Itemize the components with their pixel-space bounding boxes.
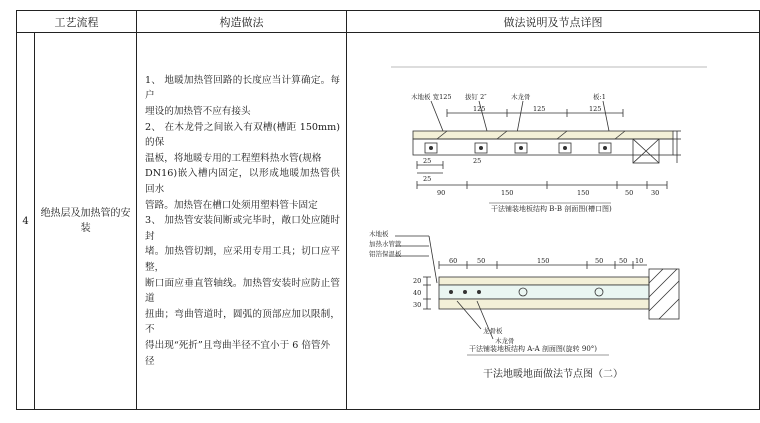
label-board: 木地板 宽125 <box>410 93 452 101</box>
header-row <box>17 11 760 33</box>
dim-top-3: 125 <box>588 105 602 113</box>
method-line: 得出现“死折”且弯曲半径不宜小于 6 倍管外 <box>145 339 331 351</box>
method-line: 断口面应垂直管轴线。加热管安装时应防止管道 <box>145 277 340 305</box>
section-bb-labels <box>411 92 659 213</box>
dim-bottom-4: 90 <box>436 189 446 197</box>
method-line: 径 <box>145 355 155 367</box>
header-detail: 做法说明及节点详图 <box>346 11 759 33</box>
method-line: 1、 地暖加热管回路的长度应当计算确定。每户 <box>145 74 340 102</box>
pipe-dots <box>429 146 607 150</box>
method-line: 堵。加热管切割，应采用专用工具；切口应平整， <box>145 246 340 273</box>
method-text <box>137 33 347 410</box>
figure-caption: 干法地暖地面做法节点图（二） <box>482 369 623 380</box>
section-title-1: 干法铺装地板结构 B-B 剖面图(槽口图) <box>490 205 612 213</box>
section-aa <box>395 236 679 355</box>
detail-figure-cell <box>346 33 759 410</box>
dim-bottom-8: 30 <box>650 189 660 197</box>
side-label-board: 木地板 <box>368 230 389 238</box>
method-lines <box>145 73 340 369</box>
node-detail-drawing <box>347 33 759 409</box>
table-row <box>17 33 760 410</box>
method-line: 扭曲；弯曲管道时，圆弧的顶部应加以限制，不 <box>145 308 340 336</box>
vdim-aa-1: 20 <box>412 277 422 285</box>
section-drawing <box>347 33 759 363</box>
dim-aa-2: 50 <box>476 257 486 265</box>
label-nail: 拔钉 2″ <box>464 93 487 101</box>
dim-aa-6: 10 <box>634 257 644 265</box>
dim-bottom-7: 50 <box>624 189 634 197</box>
dim-bottom-6: 150 <box>576 189 590 197</box>
method-line: 埋设的加热管不应有接头 <box>145 106 251 118</box>
side-label-pipe: 加热水管管 <box>368 240 402 248</box>
side-label-insulation: 铝箔保温板 <box>368 250 402 258</box>
dim-bottom-3: 25 <box>422 175 432 183</box>
dim-aa-5: 50 <box>618 257 628 265</box>
dim-bottom-5: 150 <box>500 189 514 197</box>
lower-label-2: 木龙骨 <box>494 337 515 345</box>
lower-label-1: 龙骨板 <box>482 327 503 335</box>
dim-aa-3: 150 <box>536 257 550 265</box>
dim-bottom-1: 25 <box>422 157 432 165</box>
vdim-aa-3: 30 <box>412 301 422 309</box>
dim-aa-4: 50 <box>594 257 604 265</box>
construction-table <box>16 10 760 410</box>
header-method: 构造做法 <box>137 11 347 33</box>
dim-bottom-2: 25 <box>472 157 482 165</box>
label-keel: 木龙骨 <box>510 93 531 101</box>
dim-top-2: 125 <box>532 105 546 113</box>
method-line: DN16)嵌入槽内固定，以形成地暖加热管供回水 <box>145 168 340 196</box>
section-title-2: 干法铺装地板结构 A-A 剖面图(旋转 90°) <box>468 345 597 353</box>
method-line: 管路。加热管在槽口处须用塑料管卡固定 <box>145 199 318 211</box>
method-line: 3、 加热管安装间断或完毕时，敞口处应随时封 <box>145 215 340 242</box>
dim-top-1: 125 <box>472 105 486 113</box>
dim-aa-1: 60 <box>448 257 458 265</box>
vdim-aa-2: 40 <box>412 289 422 297</box>
method-line: 2、 在木龙骨之间嵌入有双槽(槽距 150mm)的保 <box>145 121 340 149</box>
process-step: 绝热层及加热管的安装 <box>35 33 137 410</box>
row-number: 4 <box>17 33 35 410</box>
header-process: 工艺流程 <box>17 11 137 33</box>
label-note: 板:1 <box>592 93 606 101</box>
method-line: 温板，将地暖专用的工程塑料热水管(规格 <box>145 152 322 164</box>
section-bb <box>413 101 681 203</box>
